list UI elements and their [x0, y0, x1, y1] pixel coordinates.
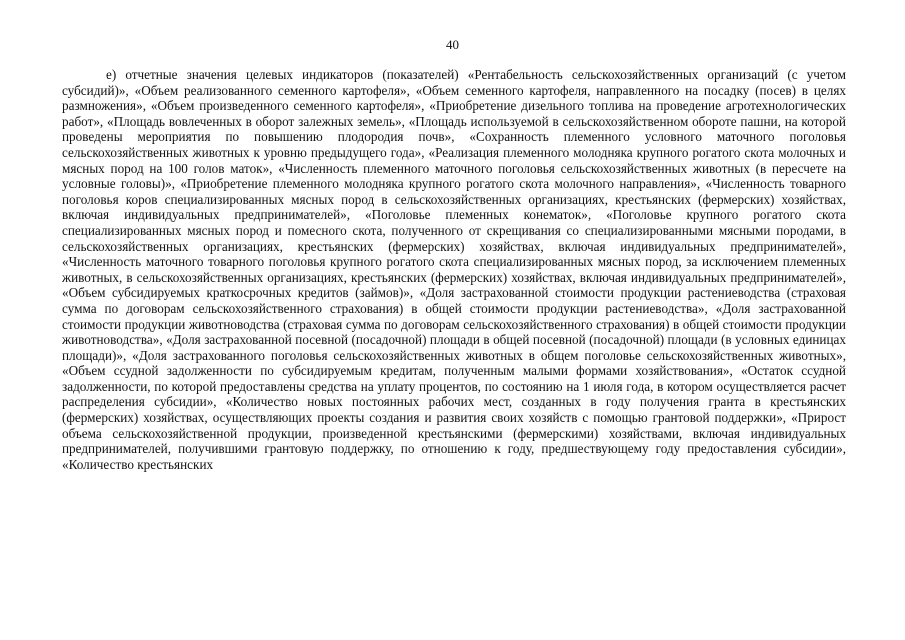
body-paragraph: е) отчетные значения целевых индикаторов (показателей) «Рентабельность сельскохозяйственных организаций (с учетом субсидий)», «Объем реализованного семенного картофеля», «Объем семенного картофеля, направленного на посадку (посев) в целях размножения», «Объем произведенного семенного картофеля», «Приобретение дизельного топлива на проведение агротехнологических работ», «Площадь вовлеченных в оборот залежных земель», «Площадь используемой в сельскохозяйственном обороте пашни, на которой проведены мероприятия по повышению плодородия почв», «Сохранность племенного условного маточного поголовья сельскохозяйственных животных к уровню предыдущего года», «Реализация племенного молодняка крупного рогатого скота молочных и мясных пород на 100 голов маток», «Численность племенного маточного поголовья сельскохозяйственных животных (в пересчете на условные головы)», «Приобретение племенного молодняка крупного рогатого скота молочного направления», «Численность товарного поголовья коров специализированных мясных пород в сельскохозяйственных организациях, крестьянских (фермерских) хозяйствах, включая индивидуальных предпринимателей», «Поголовье племенных конематок», «Поголовье крупного рогатого скота специализированных мясных пород и помесного скота, полученного от скрещивания со специализированными мясными породами, в сельскохозяйственных организациях, крестьянских (фермерских) хозяйствах, включая индивидуальных предпринимателей», «Численность маточного товарного поголовья крупного рогатого скота специализированных мясных пород, за исключением племенных животных, в сельскохозяйственных организациях, крестьянских (фермерских) хозяйствах, включая индивидуальных предпринимателей», «Объем субсидируемых краткосрочных кредитов (займов)», «Доля застрахованной стоимости продукции растениеводства (страховая сумма по договорам сельскохозяйственного страхования) в общей стоимости продукции растениеводства», «Доля застрахованной стоимости продукции животноводства (страховая сумма по договорам сельскохозяйственного страхования) в общей стоимости продукции животноводства», «Доля застрахованной посевной (посадочной) площади в общей посевной (посадочной) площади (в условных единицах площади)», «Доля застрахованного поголовья сельскохозяйственных животных в общем поголовье сельскохозяйственных животных», «Объем ссудной задолженности по субсидируемым кредитам, полученным малыми формами хозяйствования», «Остаток ссудной задолженности, по которой предоставлены средства на уплату процентов, по состоянию на 1 июля года, в котором осуществляется расчет распределения субсидии», «Количество новых постоянных рабочих мест, созданных в году получения гранта в крестьянских (фермерских) хозяйствах, осуществляющих проекты создания и развития своих хозяйств с помощью грантовой поддержки», «Прирост объема сельскохозяйственной продукции, произведенной крестьянскими (фермерскими) хозяйствами, включая индивидуальных предпринимателей, получившими грантовую поддержку, по отношению к году, предшествующему году предоставления субсидии», «Количество крестьянских	[62, 67, 846, 472]
page-number: 40	[446, 37, 459, 52]
